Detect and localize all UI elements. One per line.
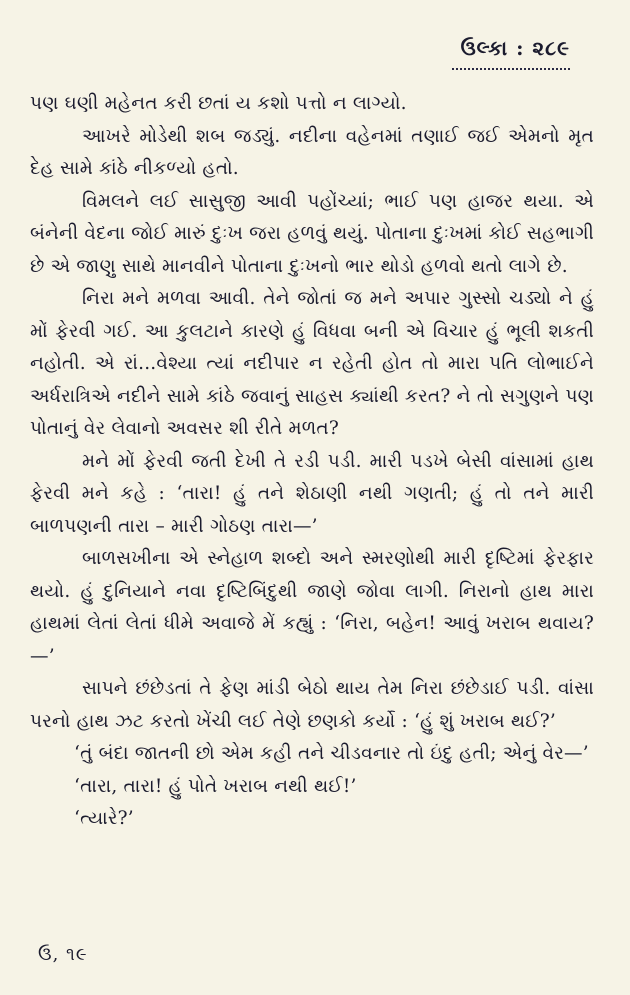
paragraph-10: ‘ત્યારે?’: [74, 808, 134, 829]
paragraph-9: ‘તારા, તારા! હું પોતે ખરાબ નથી થઈ!’: [74, 775, 357, 797]
paragraph-5: મને મોં ફેરવી જતી દેખી તે રડી પડી. મારી પડખે બેસી વાંસામાં હાથ ફેરવી મને કહે : ‘તારા! હું તને શેઠાણી નથી ગણતી; હું તો તને મારી બાળપણની તારા – મારી ગોઠણ તારા—’: [30, 450, 594, 537]
running-head: ઉલ્કા : ૨૮૯: [460, 36, 570, 60]
paragraph-8: ‘તું બંદા જાતની છો એમ કહી તને ચીડવનાર તો ઇંદુ હતી; એનું વેર—’: [74, 743, 589, 764]
paragraph-7: સાપને છંછેડતાં તે ફેણ માંડી બેઠો થાય તેમ નિરા છંછેડાઈ પડી. વાંસા પરનો હાથ ઝટ કરતો ખેંચી લઈ તેણે છણકો કર્યો : ‘હું શું ખરાબ થઈ?’: [30, 678, 594, 732]
body-text: [30, 88, 594, 836]
paragraph-6: બાળસખીના એ સ્નેહાળ શબ્દો અને સ્મરણોથી મારી દૃષ્ટિમાં ફેરફાર થયો. હું દુનિયાને નવા દૃષ્ટિબિંદુથી જાણે જોવા લાગી. નિરાનો હાથ મારા હાથમાં લેતાં લેતાં ધીમે અવાજે મેં કહ્યું : ‘નિરા, બહેન! આવું ખરાબ થવાય?—’: [30, 548, 594, 667]
paragraph-2: આખરે મોડેથી શબ જડ્યું. નદીના વહેનમાં તણાઈ જઈ એમનો મૃત દેહ સામે કાંઠે નીકળ્યો હતો.: [30, 125, 594, 179]
paragraph-3: વિમલને લઈ સાસુજી આવી પહોંચ્યાં; ભાઈ પણ હાજર થયા. એ બંનેની વેદના જોઈ મારું દુઃખ જરા હળવું થયું. પોતાના દુઃખમાં કોઈ સહભાગી છે એ જાણુ સાથે માનવીને પોતાના દુઃખનો ભાર થોડો હળવો થતો લાગે છે.: [30, 190, 594, 277]
paragraph-4: નિરા મને મળવા આવી. તેને જોતાં જ મને અપાર ગુસ્સો ચડ્યો ને હું મોં ફેરવી ગઈ. આ કુલટાને કારણે હું વિધવા બની એ વિચાર હું ભૂલી શકતી નહોતી. એ રાં...વેશ્યા ત્યાં નદીપાર ન રહેતી હોત તો મારા પતિ લોભાઈને અર્ધરાત્રિએ નદીને સામે કાંઠે જવાનું સાહસ ક્યાંથી કરત? ને તો સગુણને પણ પોતાનું વેર લેવાનો અવસર શી રીતે મળત?: [30, 288, 594, 439]
paragraph-1: પણ ઘણી મહેનત કરી છતાં ય કશો પત્તો ન લાગ્યો.: [30, 93, 407, 114]
signature-mark: ઉ, ૧૯: [38, 944, 88, 965]
header-ornament-rule: [452, 64, 570, 70]
